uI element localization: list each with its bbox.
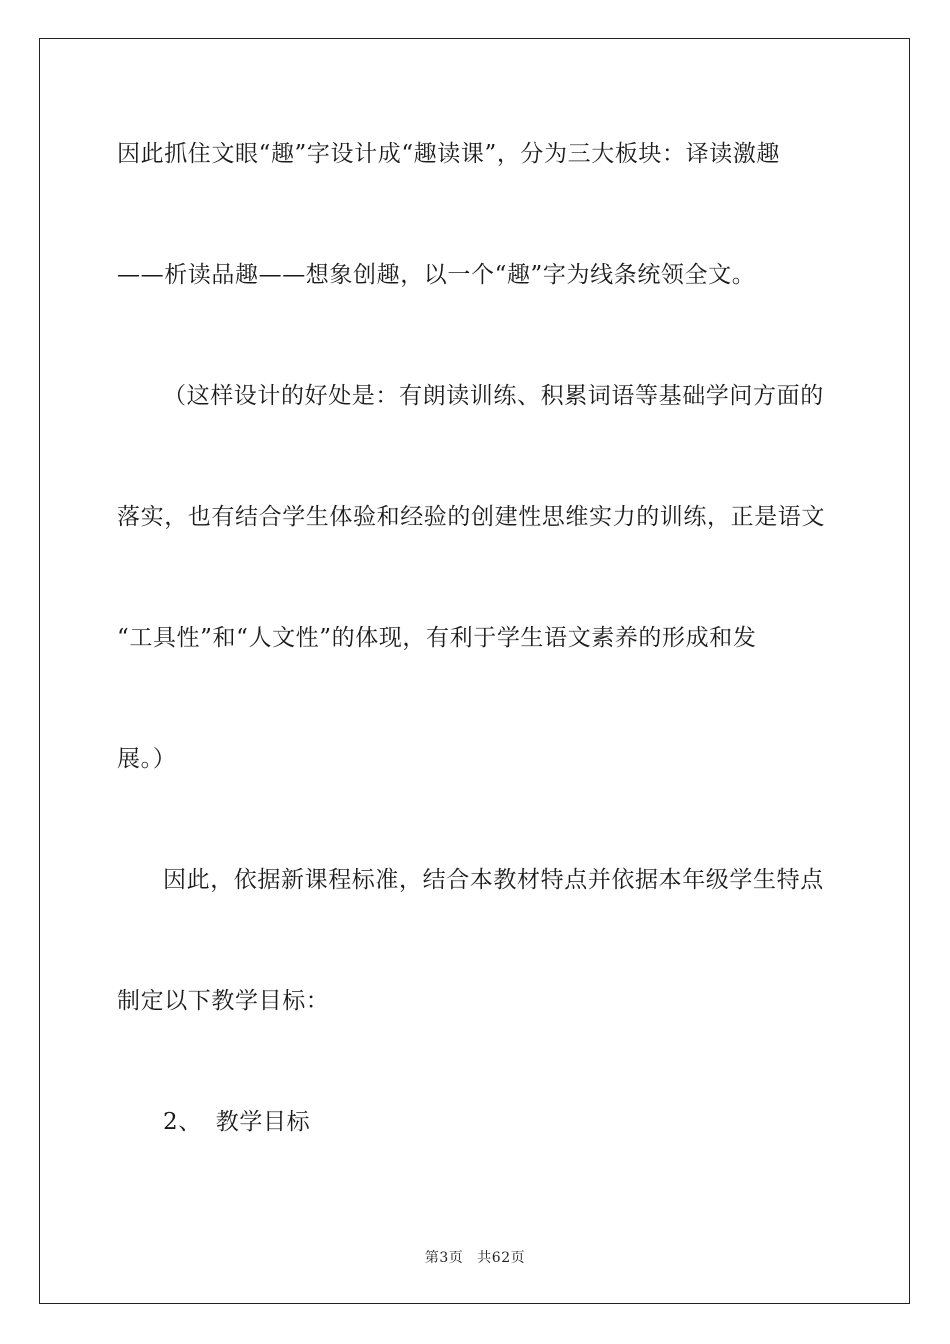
paragraph-line: 因此抓住文眼“趣”字设计成“趣读课”，分为三大板块：译读激趣 bbox=[117, 141, 781, 167]
paragraph-line: 制定以下教学目标： bbox=[117, 988, 330, 1014]
paragraph-line: “工具性”和“人文性”的体现，有利于学生语文素养的形成和发 bbox=[117, 625, 757, 651]
page-footer bbox=[0, 1247, 950, 1267]
document-body bbox=[117, 130, 835, 1219]
section-heading bbox=[117, 1098, 835, 1146]
paragraph-line: 展。） bbox=[117, 746, 177, 772]
section-number: 2、 bbox=[163, 1109, 202, 1135]
section-title: 教学目标 bbox=[215, 1109, 311, 1135]
paragraph-line: （这样设计的好处是：有朗读训练、积累词语等基础学问方面的 bbox=[163, 383, 824, 409]
paragraph-line: 落实，也有结合学生体验和经验的创建性思维实力的训练，正是语文 bbox=[117, 504, 825, 530]
paragraph-line: ——析读品趣——想象创趣，以一个“趣”字为线条统领全文。 bbox=[117, 262, 756, 288]
page-number-total: 共62页 bbox=[477, 1250, 526, 1266]
paragraph-line: 因此，依据新课程标准，结合本教材特点并依据本年级学生特点 bbox=[163, 867, 824, 893]
page-number-current: 第3页 bbox=[424, 1250, 464, 1266]
